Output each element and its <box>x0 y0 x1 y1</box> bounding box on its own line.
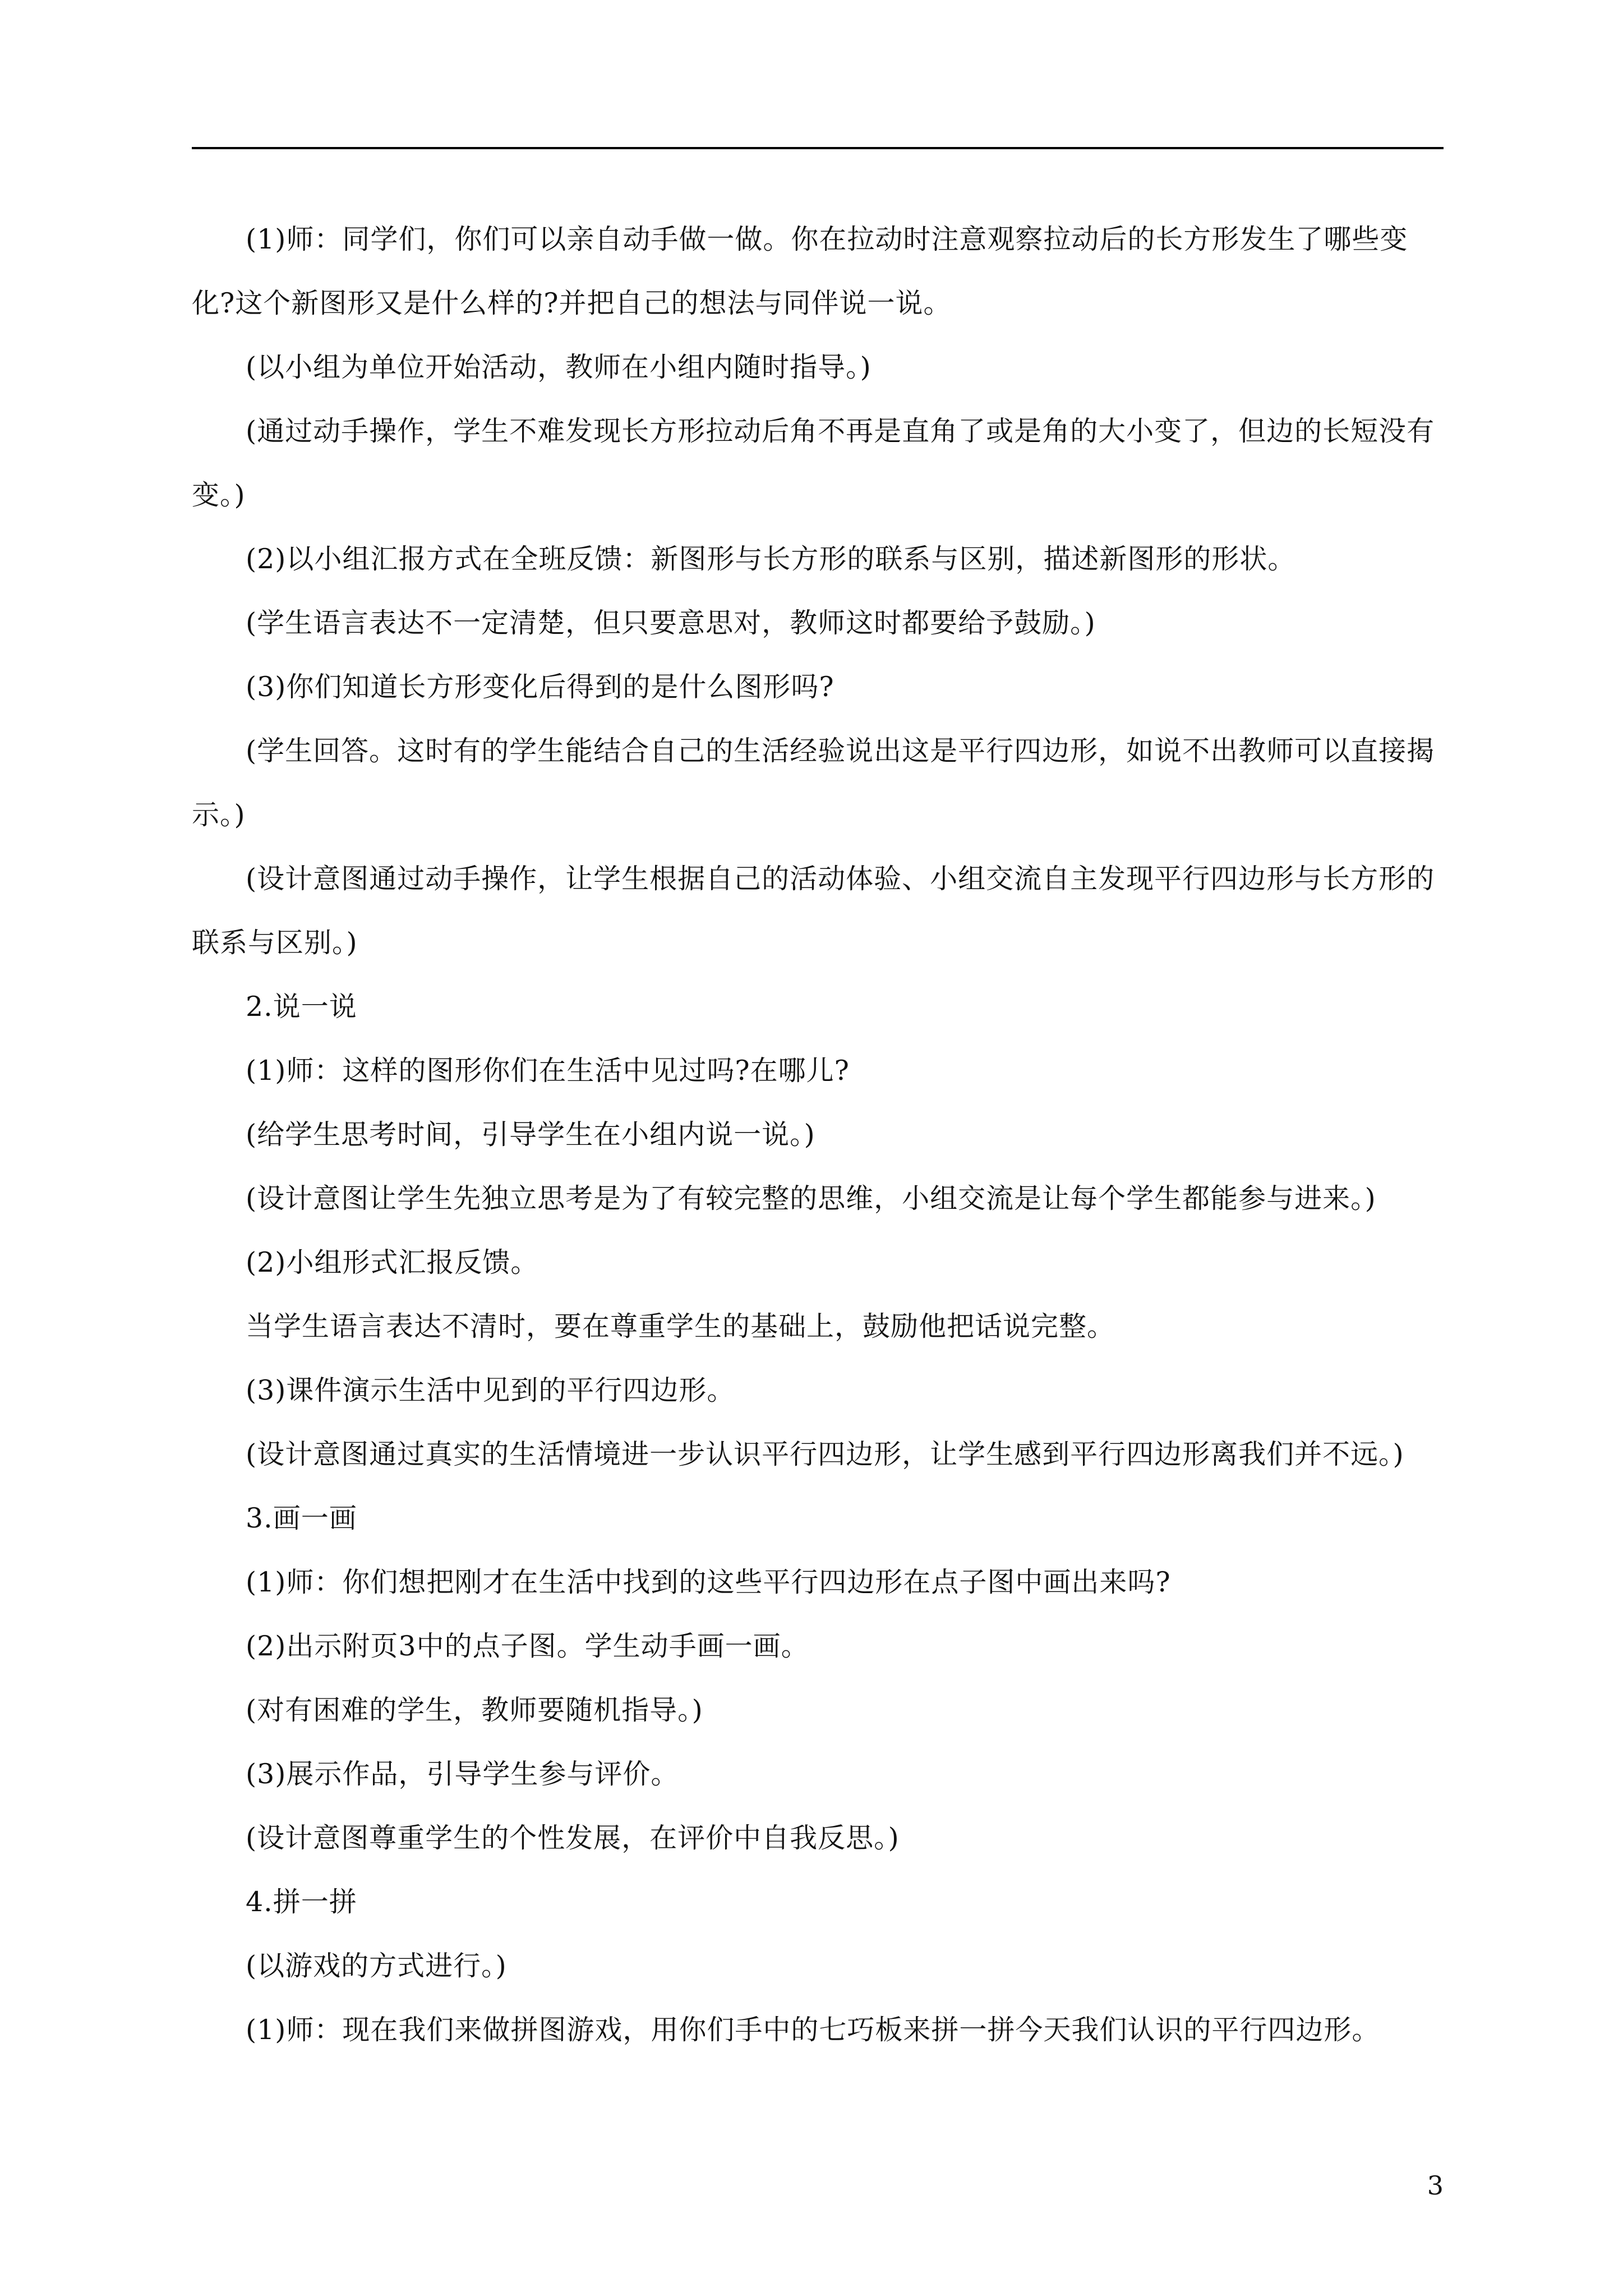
section-heading: 4.拼一拼 <box>246 1886 357 1918</box>
paragraph: (1)师：现在我们来做拼图游戏，用你们手中的七巧板来拼一拼今天我们认识的平行四边形。 <box>246 2014 1380 2046</box>
paragraph: (学生回答。这时有的学生能结合自己的生活经验说出这是平行四边形，如说不出教师可以直接揭示。) <box>192 735 1435 831</box>
header-rule <box>192 147 1444 149</box>
paragraph: (1)师：同学们，你们可以亲自动手做一做。你在拉动时注意观察拉动后的长方形发生了哪些变化?这个新图形又是什么样的?并把自己的想法与同伴说一说。 <box>192 223 1408 319</box>
paragraph: (3)课件演示生活中见到的平行四边形。 <box>246 1374 735 1406</box>
paragraph: (通过动手操作，学生不难发现长方形拉动后角不再是直角了或是角的大小变了，但边的长短没有变。) <box>192 415 1435 511</box>
paragraph: 当学生语言表达不清时，要在尊重学生的基础上，鼓励他把话说完整。 <box>246 1310 1115 1342</box>
paragraph: (对有困难的学生，教师要随机指导。) <box>246 1694 703 1726</box>
paragraph: (3)你们知道长方形变化后得到的是什么图形吗? <box>246 671 834 703</box>
section-heading: 3.画一画 <box>246 1502 357 1534</box>
paragraph: (1)师：你们想把刚才在生活中找到的这些平行四边形在点子图中画出来吗? <box>246 1566 1171 1598</box>
page-number: 3 <box>1427 2170 1444 2201</box>
paragraph: (2)出示附页3中的点子图。学生动手画一画。 <box>246 1630 809 1662</box>
body-text <box>192 208 1444 2062</box>
paragraph: (设计意图让学生先独立思考是为了有较完整的思维，小组交流是让每个学生都能参与进来。) <box>246 1182 1376 1214</box>
paragraph: (设计意图尊重学生的个性发展，在评价中自我反思。) <box>246 1822 900 1854</box>
paragraph: (2)小组形式汇报反馈。 <box>246 1246 539 1278</box>
paragraph: (学生语言表达不一定清楚，但只要意思对，教师这时都要给予鼓励。) <box>246 607 1096 639</box>
paragraph: (以小组为单位开始活动，教师在小组内随时指导。) <box>246 351 872 383</box>
paragraph: (给学生思考时间，引导学生在小组内说一说。) <box>246 1119 815 1151</box>
paragraph: (1)师：这样的图形你们在生活中见过吗?在哪儿? <box>246 1055 850 1087</box>
paragraph: (2)以小组汇报方式在全班反馈：新图形与长方形的联系与区别，描述新图形的形状。 <box>246 543 1296 575</box>
paragraph: (设计意图通过动手操作，让学生根据自己的活动体验、小组交流自主发现平行四边形与长方形的联系与区别。) <box>192 863 1435 959</box>
paragraph: (以游戏的方式进行。) <box>246 1950 507 1982</box>
section-heading: 2.说一说 <box>246 991 357 1023</box>
paragraph: (3)展示作品，引导学生参与评价。 <box>246 1758 679 1790</box>
paragraph: (设计意图通过真实的生活情境进一步认识平行四边形，让学生感到平行四边形离我们并不远。) <box>246 1438 1404 1470</box>
